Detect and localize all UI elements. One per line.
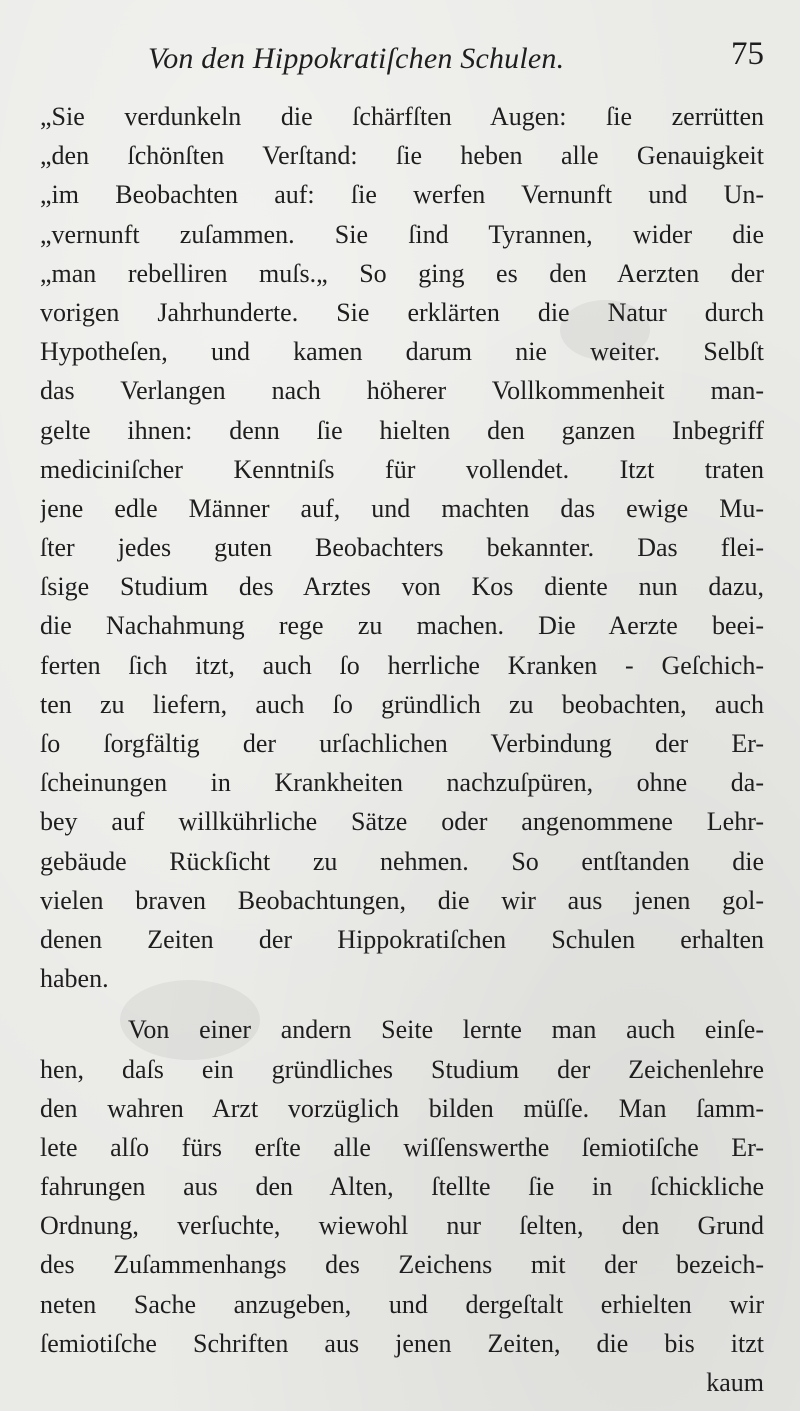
text-line: ſcheinungen in Krankheiten nachzuſpüren, ohne da- — [40, 768, 764, 798]
paragraph-1 — [40, 97, 764, 998]
text-line: „im Beobachten auf: ſie werfen Vernunft und Un- — [40, 180, 764, 210]
text-line: „vernunft zuſammen. Sie ſind Tyrannen, wider die — [40, 219, 764, 249]
text-line: ſemiotiſche Schriften aus jenen Zeiten, die bis itzt — [40, 1328, 764, 1358]
text-line: den wahren Arzt vorzüglich bilden müſſe. Man ſamm- — [40, 1093, 764, 1123]
page-body — [40, 97, 764, 1402]
text-line: fahrungen aus den Alten, ſtellte ſie in ſchickliche — [40, 1172, 764, 1202]
page-header — [40, 36, 768, 86]
text-line: die Nachahmung rege zu machen. Die Aerzte beei- — [40, 611, 764, 641]
text-line: lete alſo fürs erſte alle wiſſenswerthe ſemiotiſche Er- — [40, 1132, 764, 1162]
text-line: gebäude Rückſicht zu nehmen. So entſtanden die — [40, 846, 764, 876]
text-line: ſo ſorgfältig der urſachlichen Verbindung der Er- — [40, 729, 764, 758]
text-line: ferten ſich itzt, auch ſo herrliche Kranken - Geſchich- — [40, 650, 764, 680]
text-line: mediciniſcher Kenntniſs für vollendet. Itzt traten — [40, 454, 764, 484]
text-line: ten zu liefern, auch ſo gründlich zu beobachten, auch — [40, 689, 764, 719]
text-line: vorigen Jahrhunderte. Sie erklärten die Natur durch — [40, 297, 764, 327]
text-line: Ordnung, verſuchte, wiewohl nur ſelten, den Grund — [40, 1211, 764, 1241]
text-line: ſter jedes guten Beobachters bekannter. Das flei- — [40, 533, 764, 563]
page-number: 75 — [731, 36, 764, 72]
text-line: gelte ihnen: denn ſie hielten den ganzen Inbegriff — [40, 415, 764, 445]
text-line: Von einer andern Seite lernte man auch einſe- — [128, 1015, 764, 1045]
text-line: ſsige Studium des Arztes von Kos diente nun dazu, — [40, 572, 764, 602]
paragraph-gap — [40, 998, 764, 1010]
text-line: hen, daſs ein gründliches Studium der Zeichenlehre — [40, 1054, 764, 1084]
text-line: das Verlangen nach höherer Vollkommenheit man- — [40, 376, 764, 406]
text-line: haben. — [40, 964, 109, 994]
text-line: bey auf willkührliche Sätze oder angenommene Lehr- — [40, 807, 764, 837]
text-line: „den ſchönſten Verſtand: ſie heben alle Genauigkeit — [40, 141, 764, 171]
text-line: jene edle Männer auf, und machten das ewige Mu- — [40, 493, 764, 523]
text-line: des Zuſammenhangs des Zeichens mit der bezeich- — [40, 1250, 764, 1280]
text-line: Hypotheſen, und kamen darum nie weiter. Selbſt — [40, 337, 764, 367]
text-line: „man rebelliren muſs.„ So ging es den Aerzten der — [40, 258, 764, 288]
catchword: kaum — [706, 1368, 764, 1397]
text-line: neten Sache anzugeben, und dergeſtalt erhielten wir — [40, 1289, 764, 1319]
text-line: vielen braven Beobachtungen, die wir aus jenen gol- — [40, 885, 764, 915]
paragraph-2 — [40, 1010, 764, 1363]
text-line: „Sie verdunkeln die ſchärfſten Augen: ſie zerrütten — [40, 102, 764, 131]
text-line: denen Zeiten der Hippokratiſchen Schulen erhalten — [40, 924, 764, 954]
running-title: Von den Hippokratiſchen Schulen. — [148, 42, 565, 75]
